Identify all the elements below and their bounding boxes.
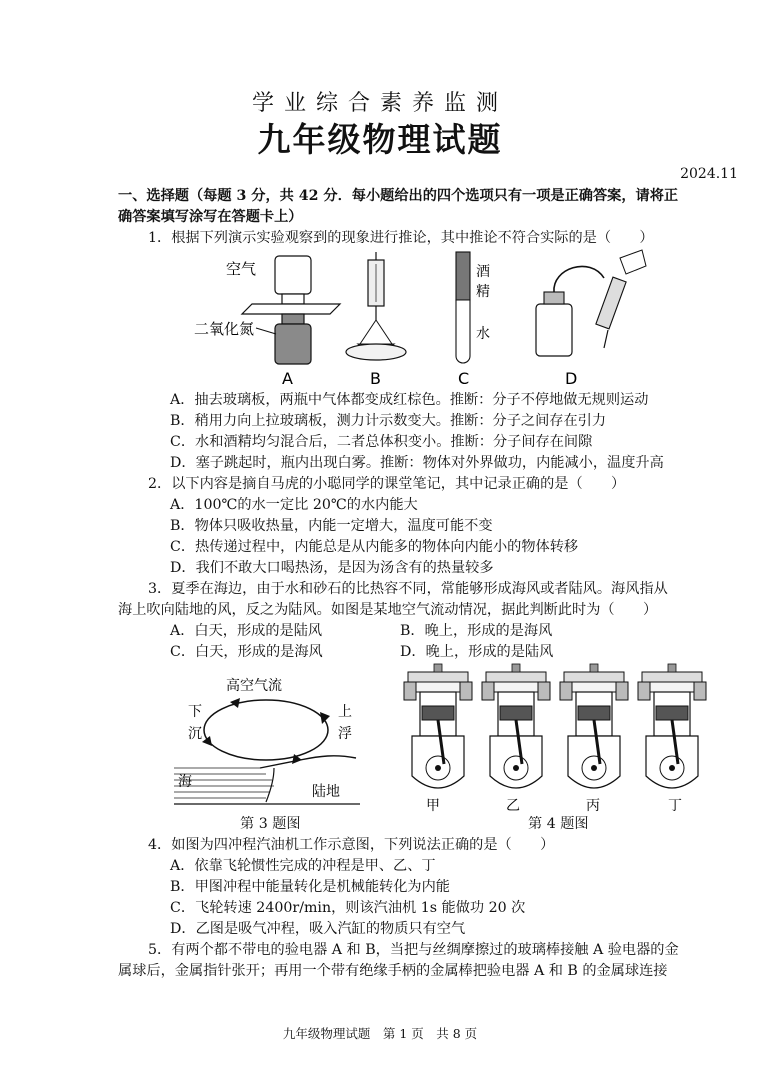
q1-option-b: B．稍用力向上拉玻璃板，测力计示数变大。推断：分子之间存在引力 bbox=[170, 413, 607, 429]
q3-fig-high-air: 高空气流 bbox=[226, 678, 282, 694]
q1-fig-d-bottle-pump bbox=[536, 250, 646, 356]
q2-stem: 2．以下内容是摘自马虎的小聪同学的课堂笔记，其中记录正确的是（ ） bbox=[148, 476, 626, 492]
q1-fig-letter-d: D bbox=[565, 369, 578, 388]
q4-figure bbox=[396, 660, 716, 818]
q4-stem: 4．如图为四冲程汽油机工作示意图，下列说法正确的是（ ） bbox=[148, 837, 555, 853]
q4-option-b: B．甲图冲程中能量转化是机械能转化为内能 bbox=[170, 879, 450, 895]
q1-fig-label-water: 水 bbox=[476, 326, 490, 342]
q4-engine-4 bbox=[638, 664, 706, 788]
q1-fig-letter-c: C bbox=[458, 369, 470, 388]
q2-option-b: B．物体只吸收热量，内能一定增大，温度可能不变 bbox=[170, 518, 493, 534]
section-heading-line2: 确答案填写涂写在答题卡上） bbox=[118, 209, 303, 225]
q3-stem-line1: 3．夏季在海边，由于水和砂石的比热容不同，常能够形成海风或者陆风。海风指从 bbox=[148, 581, 668, 597]
q4-fig-label-bing: 丙 bbox=[586, 798, 600, 814]
q3-figure bbox=[170, 668, 370, 808]
q2-option-d: D．我们不敢大口喝热汤，是因为汤含有的热量较多 bbox=[170, 560, 494, 576]
q3-fig-land: 陆地 bbox=[312, 784, 340, 800]
q4-fig-label-ding: 丁 bbox=[668, 798, 682, 814]
q3-fig-down1: 下 bbox=[188, 704, 202, 720]
q4-fig-label-yi: 乙 bbox=[506, 798, 520, 814]
q5-stem-line1: 5．有两个都不带电的验电器 A 和 B，当把与丝绸摩擦过的玻璃棒接触 A 验电器的金 bbox=[148, 942, 679, 958]
page-footer: 九年级物理试题 第 1 页 共 8 页 bbox=[282, 1026, 478, 1041]
q1-fig-label-no2: 二氧化氮 bbox=[194, 320, 255, 338]
q5-stem-line2: 属球后，金属指针张开；再用一个带有绝缘手柄的金属棒把验电器 A 和 B 的金属球连接 bbox=[118, 963, 668, 979]
q3-fig-caption: 第 3 题图 bbox=[240, 816, 301, 832]
exam-subtitle: 学业综合素养监测 bbox=[251, 91, 508, 116]
q3-option-b: B．晚上，形成的是海风 bbox=[400, 623, 553, 639]
q1-fig-b-spring-scale bbox=[346, 252, 406, 360]
q1-fig-letter-b: B bbox=[370, 369, 381, 388]
q2-option-a: A．100℃的水一定比 20℃的水内能大 bbox=[170, 497, 418, 513]
q3-fig-up2: 浮 bbox=[338, 726, 352, 742]
q4-engine-1 bbox=[404, 664, 472, 788]
q4-option-c: C．飞轮转速 2400r/min，则该汽油机 1s 能做功 20 次 bbox=[170, 900, 526, 916]
q1-figure bbox=[190, 248, 650, 390]
q3-fig-up1: 上 bbox=[338, 704, 352, 720]
q1-fig-c-test-tube bbox=[456, 252, 470, 363]
q4-engine-3 bbox=[560, 664, 628, 788]
q4-option-a: A．依靠飞轮惯性完成的冲程是甲、乙、丁 bbox=[170, 858, 436, 874]
q3-fig-down2: 沉 bbox=[188, 726, 202, 742]
q3-option-c: C．白天，形成的是海风 bbox=[170, 644, 323, 660]
q1-fig-label-alcohol2: 精 bbox=[476, 284, 490, 300]
q4-fig-label-jia: 甲 bbox=[426, 798, 440, 814]
q1-fig-label-air: 空气 bbox=[226, 260, 257, 278]
q1-option-d: D．塞子跳起时，瓶内出现白雾。推断：物体对外界做功，内能减小，温度升高 bbox=[170, 455, 664, 471]
exam-date: 2024.11 bbox=[680, 166, 738, 182]
section-heading-line1: 一、选择题（每题 3 分，共 42 分．每小题给出的四个选项只有一项是正确答案，请将正 bbox=[118, 188, 679, 204]
q1-stem: 1．根据下列演示实验观察到的现象进行推论，其中推论不符合实际的是（ ） bbox=[148, 230, 654, 246]
q1-fig-letter-a: A bbox=[282, 369, 293, 388]
q1-fig-label-alcohol: 酒 bbox=[476, 264, 490, 280]
q2-option-c: C．热传递过程中，内能总是从内能多的物体向内能小的物体转移 bbox=[170, 539, 579, 555]
q3-fig-sea: 海 bbox=[178, 774, 192, 790]
q4-option-d: D．乙图是吸气冲程，吸入汽缸的物质只有空气 bbox=[170, 921, 466, 937]
q4-engine-2 bbox=[482, 664, 550, 788]
q3-option-a: A．白天，形成的是陆风 bbox=[170, 623, 323, 639]
q3-stem-line2: 海上吹向陆地的风，反之为陆风。如图是某地空气流动情况，据此判断此时为（ ） bbox=[118, 602, 658, 618]
exam-title: 九年级物理试题 bbox=[257, 120, 503, 159]
q1-option-a: A．抽去玻璃板，两瓶中气体都变成红棕色。推断：分子不停地做无规则运动 bbox=[170, 392, 649, 408]
q3-option-d: D．晚上，形成的是陆风 bbox=[400, 644, 554, 660]
q1-option-c: C．水和酒精均匀混合后，二者总体积变小。推断：分子间存在间隙 bbox=[170, 434, 593, 450]
q1-fig-a-bottles bbox=[242, 256, 340, 364]
q4-fig-caption: 第 4 题图 bbox=[528, 816, 589, 832]
